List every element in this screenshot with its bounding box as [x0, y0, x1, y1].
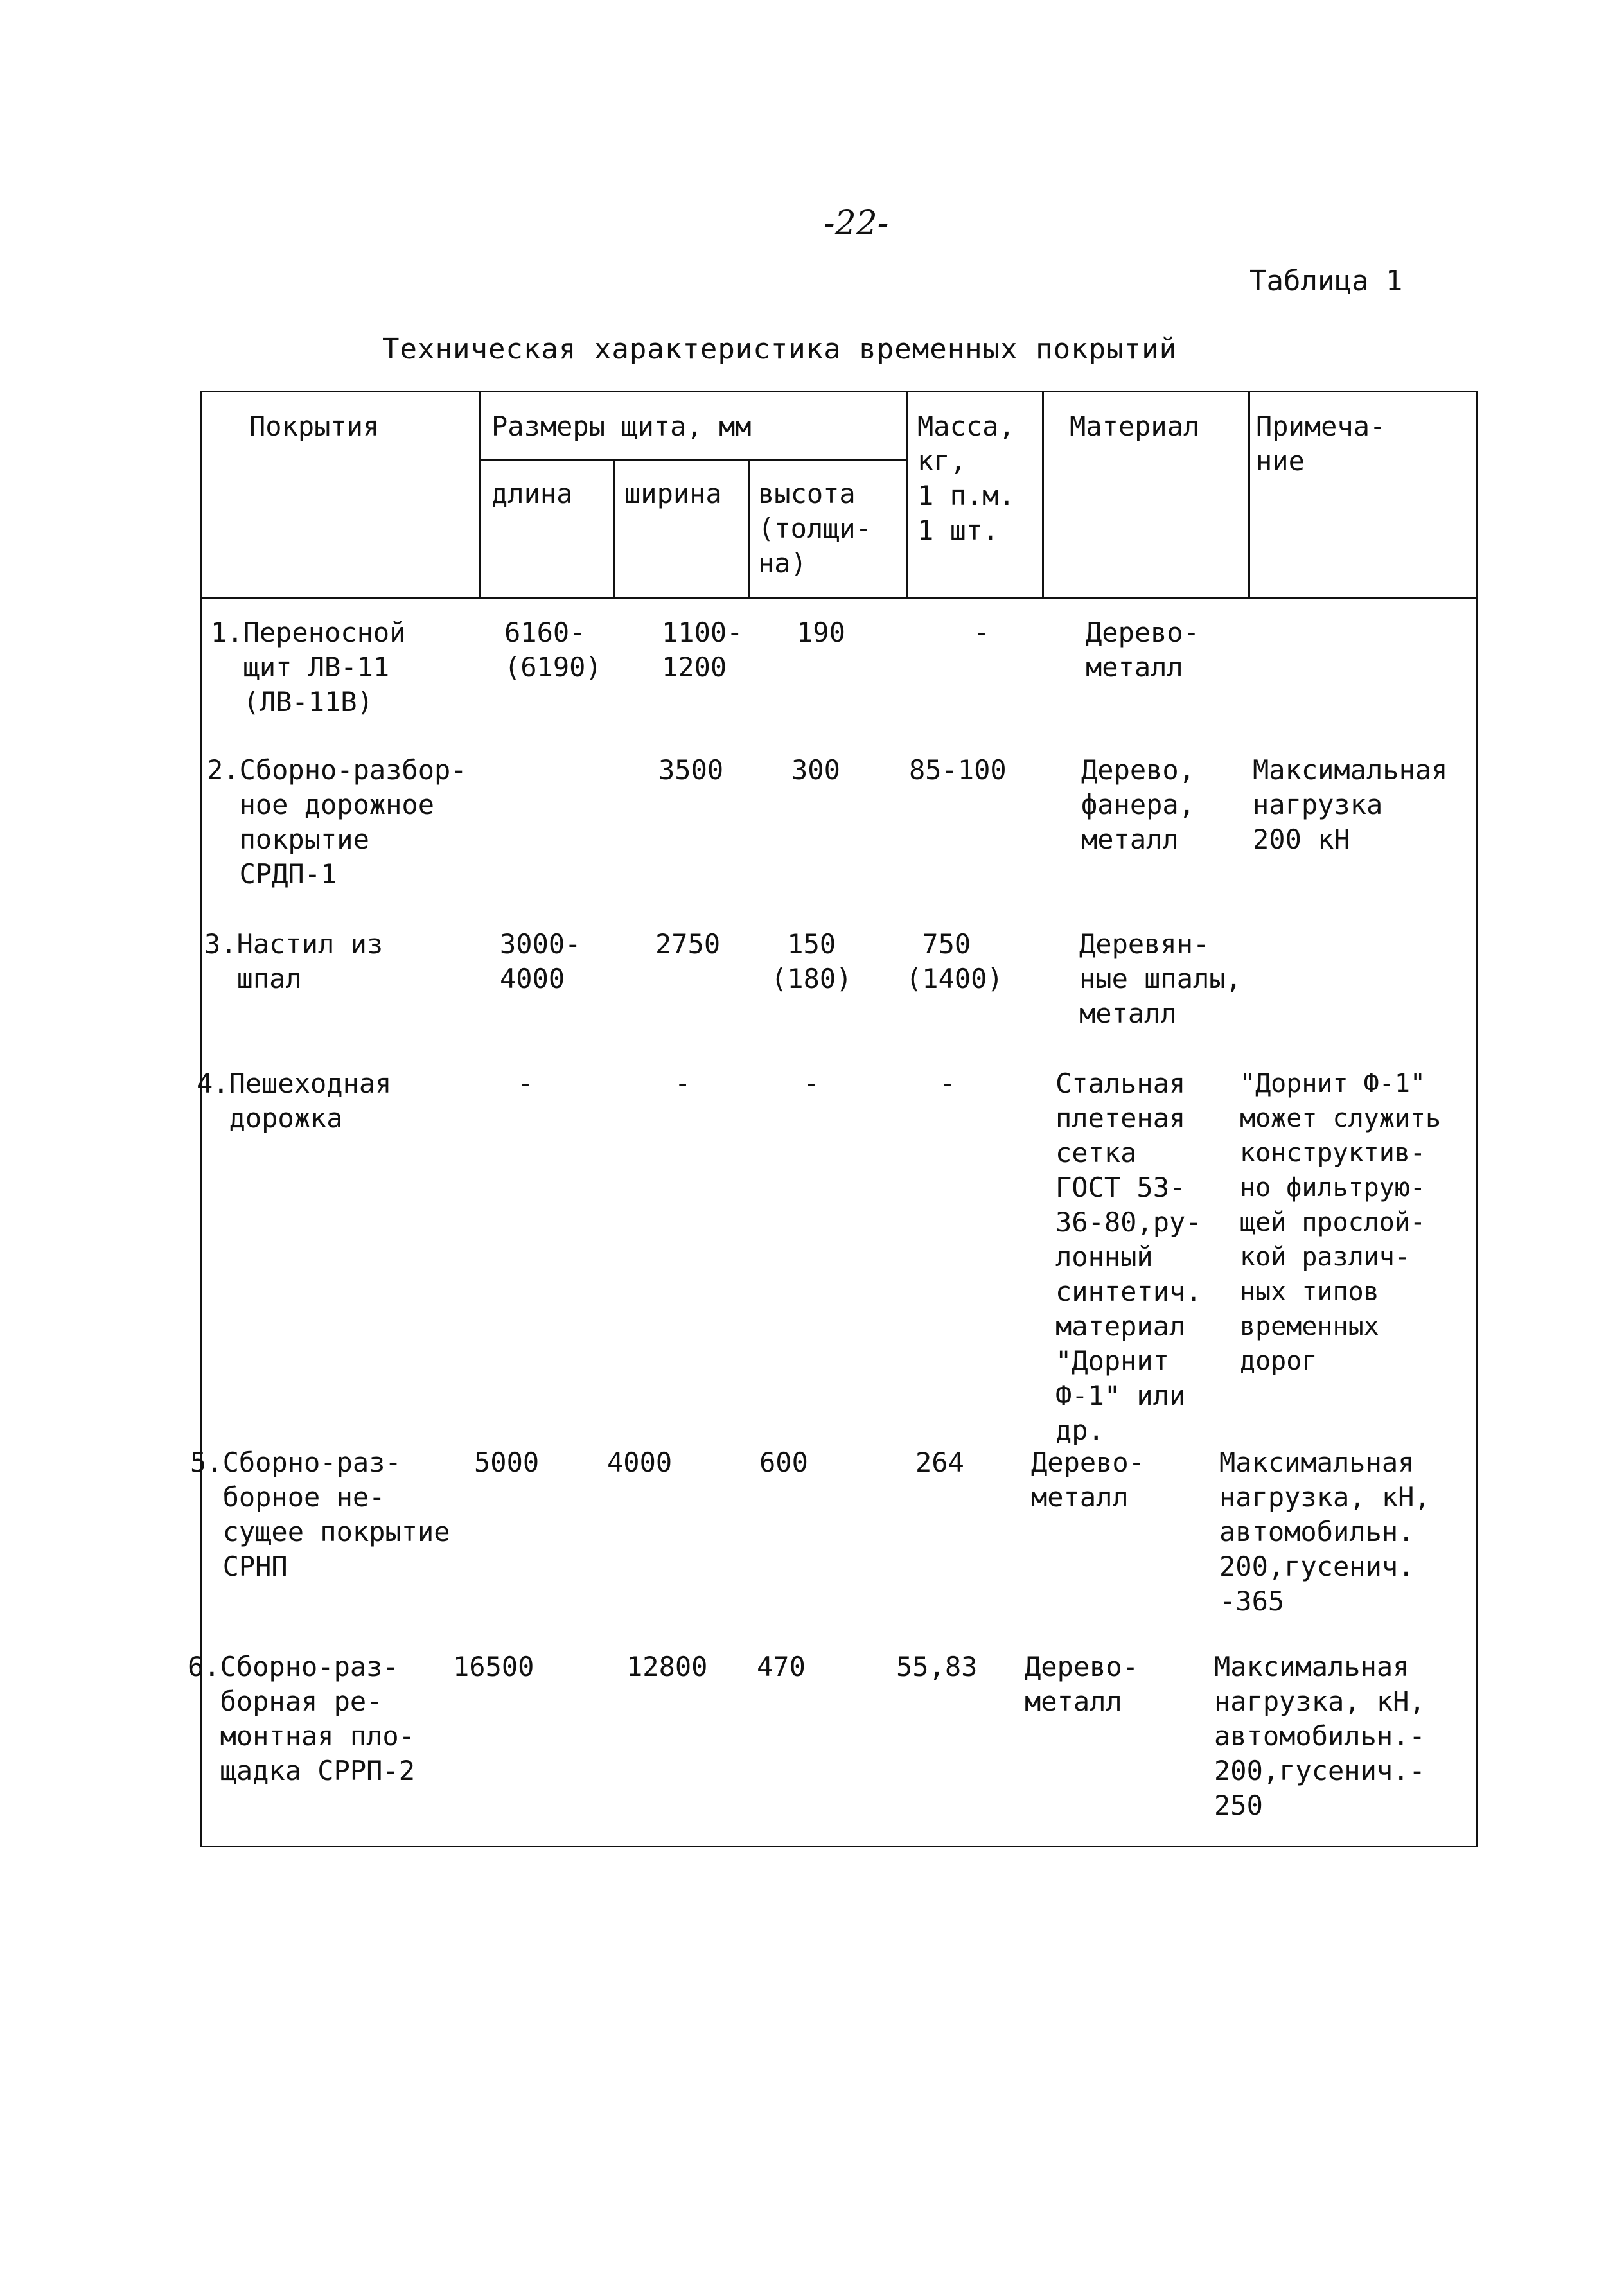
row-height: 470 — [757, 1651, 806, 1682]
row-note: Максимальная нагрузка 200 кН — [1253, 754, 1448, 855]
row-note: Максимальная нагрузка, кН, автомобильн. 200,гусенич. -365 — [1219, 1447, 1431, 1617]
row-note: Максимальная нагрузка, кН, автомобильн.- 200,гусенич.- 250 — [1214, 1651, 1425, 1821]
row-name: 4.Пешеходная дорожка — [197, 1068, 392, 1134]
row-height: 190 — [797, 617, 845, 648]
row-name: 1.Переносной щит ЛВ-11 (ЛВ-11В) — [211, 617, 406, 718]
col-divider-6 — [1248, 391, 1250, 599]
row-name: 5.Сборно-раз- борное не- сущее покрытие СРНП — [190, 1447, 450, 1582]
row-length: 6160- (6190) — [504, 617, 602, 683]
row-mass: 264 — [915, 1447, 964, 1478]
header-bottom-rule — [200, 597, 1476, 599]
row-length: - — [517, 1068, 534, 1099]
row-height: - — [803, 1068, 820, 1099]
row-mass: - — [939, 1068, 956, 1099]
row-material: Дерево- металл — [1031, 1447, 1145, 1513]
col-divider-3 — [748, 459, 750, 599]
row-name: 2.Сборно-разбор- ное дорожное покрытие СРДП-1 — [207, 754, 467, 890]
header-mass: Масса, кг, 1 п.м. 1 шт. — [917, 410, 1015, 546]
row-mass: 750 (1400) — [906, 928, 1003, 994]
header-height: высота (толщи- на) — [758, 478, 872, 579]
row-name: 3.Настил из шпал — [204, 928, 384, 994]
row-mass: 55,83 — [896, 1651, 978, 1682]
row-height: 300 — [791, 754, 840, 786]
row-length: 16500 — [453, 1651, 534, 1682]
col-divider-1 — [479, 391, 481, 599]
row-height: 150 (180) — [771, 928, 852, 994]
header-length: длина — [491, 478, 573, 509]
row-material: Дерево- металл — [1025, 1651, 1139, 1717]
col-divider-4 — [906, 391, 908, 599]
col-divider-5 — [1042, 391, 1044, 599]
row-material: Стальная плетеная сетка ГОСТ 53- 36-80,ру- лонный синтетич. материал "Дорнит Ф-1" или др. — [1055, 1068, 1202, 1446]
col-divider-2 — [613, 459, 615, 599]
row-length: 3000- 4000 — [500, 928, 581, 994]
row-material: Дерево- металл — [1086, 617, 1200, 683]
row-note: "Дорнит Ф-1" может служить конструктив- но фильтрую- щей прослой- кой различ- ных типов временных дорог — [1240, 1069, 1442, 1376]
row-length: 5000 — [474, 1447, 540, 1478]
row-material: Деревян- ные шпалы, металл — [1079, 928, 1242, 1029]
table-label: Таблица 1 — [1249, 265, 1403, 297]
row-height: 600 — [759, 1447, 808, 1478]
row-mass: - — [973, 617, 990, 648]
row-mass: 85-100 — [909, 754, 1007, 786]
row-width: - — [675, 1068, 691, 1099]
row-width: 2750 — [655, 928, 721, 960]
row-name: 6.Сборно-раз- борная ре- монтная пло- щадка СРРП-2 — [188, 1651, 416, 1786]
header-dimensions: Размеры щита, мм — [491, 410, 752, 442]
header-coverings: Покрытия — [249, 410, 380, 442]
table-title: Техническая характеристика временных покрытий — [382, 333, 1178, 366]
header-note: Примеча- ние — [1256, 410, 1386, 477]
row-width: 1100- 1200 — [662, 617, 743, 683]
row-width: 12800 — [626, 1651, 708, 1682]
row-width: 3500 — [658, 754, 724, 786]
header-width: ширина — [624, 478, 722, 509]
page-number: -22- — [824, 204, 889, 243]
header-material: Материал — [1070, 410, 1200, 442]
row-width: 4000 — [607, 1447, 673, 1478]
row-material: Дерево, фанера, металл — [1081, 754, 1196, 855]
dimensions-sub-rule — [479, 459, 906, 461]
